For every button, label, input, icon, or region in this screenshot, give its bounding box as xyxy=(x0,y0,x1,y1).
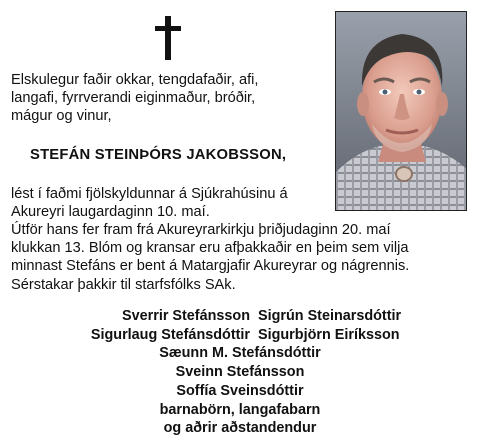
intro-line: langafi, fyrrverandi eiginmaður, bróðir, xyxy=(11,90,256,107)
signer-name: Sigurbjörn Eiríksson xyxy=(258,326,400,343)
signer-name: Sverrir Stefánsson xyxy=(122,308,250,324)
portrait-photo xyxy=(335,11,467,211)
intro-line: Elskulegur faðir okkar, tengdafaðir, afi, xyxy=(11,72,259,88)
signer-name: Sigurlaug Stefánsdóttir xyxy=(90,326,250,343)
body-line: klukkan 13. Blóm og kransar eru afþakkaðir en þeim sem vilja xyxy=(11,240,409,257)
body-line: lést í faðmi fjölskyldunnar á Sjúkrahúsinu á xyxy=(11,186,288,202)
signer-row xyxy=(0,326,480,345)
closing-line: barnabörn, langafabarn xyxy=(159,401,321,418)
closing-line: og aðrir aðstandendur xyxy=(163,420,317,437)
deceased-name: STEFÁN STEINÞÓRS JAKOBSSON, xyxy=(30,147,287,163)
announcement-text xyxy=(11,185,331,221)
signer-row xyxy=(0,307,480,326)
body-line: Útför hans fer fram frá Akureyrarkirkju þriðjudaginn 20. maí xyxy=(11,222,391,238)
funeral-details xyxy=(11,221,473,294)
signer-name: Sigrún Steinarsdóttir xyxy=(258,308,402,324)
signer-name: Soffía Sveinsdóttir xyxy=(176,382,304,399)
cross-icon xyxy=(152,16,184,60)
signer-name: Sæunn M. Stefánsdóttir xyxy=(159,345,321,362)
intro-text xyxy=(11,71,331,126)
intro-line: mágur og vinur, xyxy=(11,108,112,125)
signer-name: Sveinn Stefánsson xyxy=(175,364,305,381)
signers-list xyxy=(0,307,480,438)
body-line: Sérstakar þakkir til starfsfólks SAk. xyxy=(11,276,236,293)
body-line: Akureyri laugardaginn 10. maí. xyxy=(11,204,210,221)
body-line: minnast Stefáns er bent á Matargjafir Akureyrar og nágrennis. xyxy=(11,258,410,275)
